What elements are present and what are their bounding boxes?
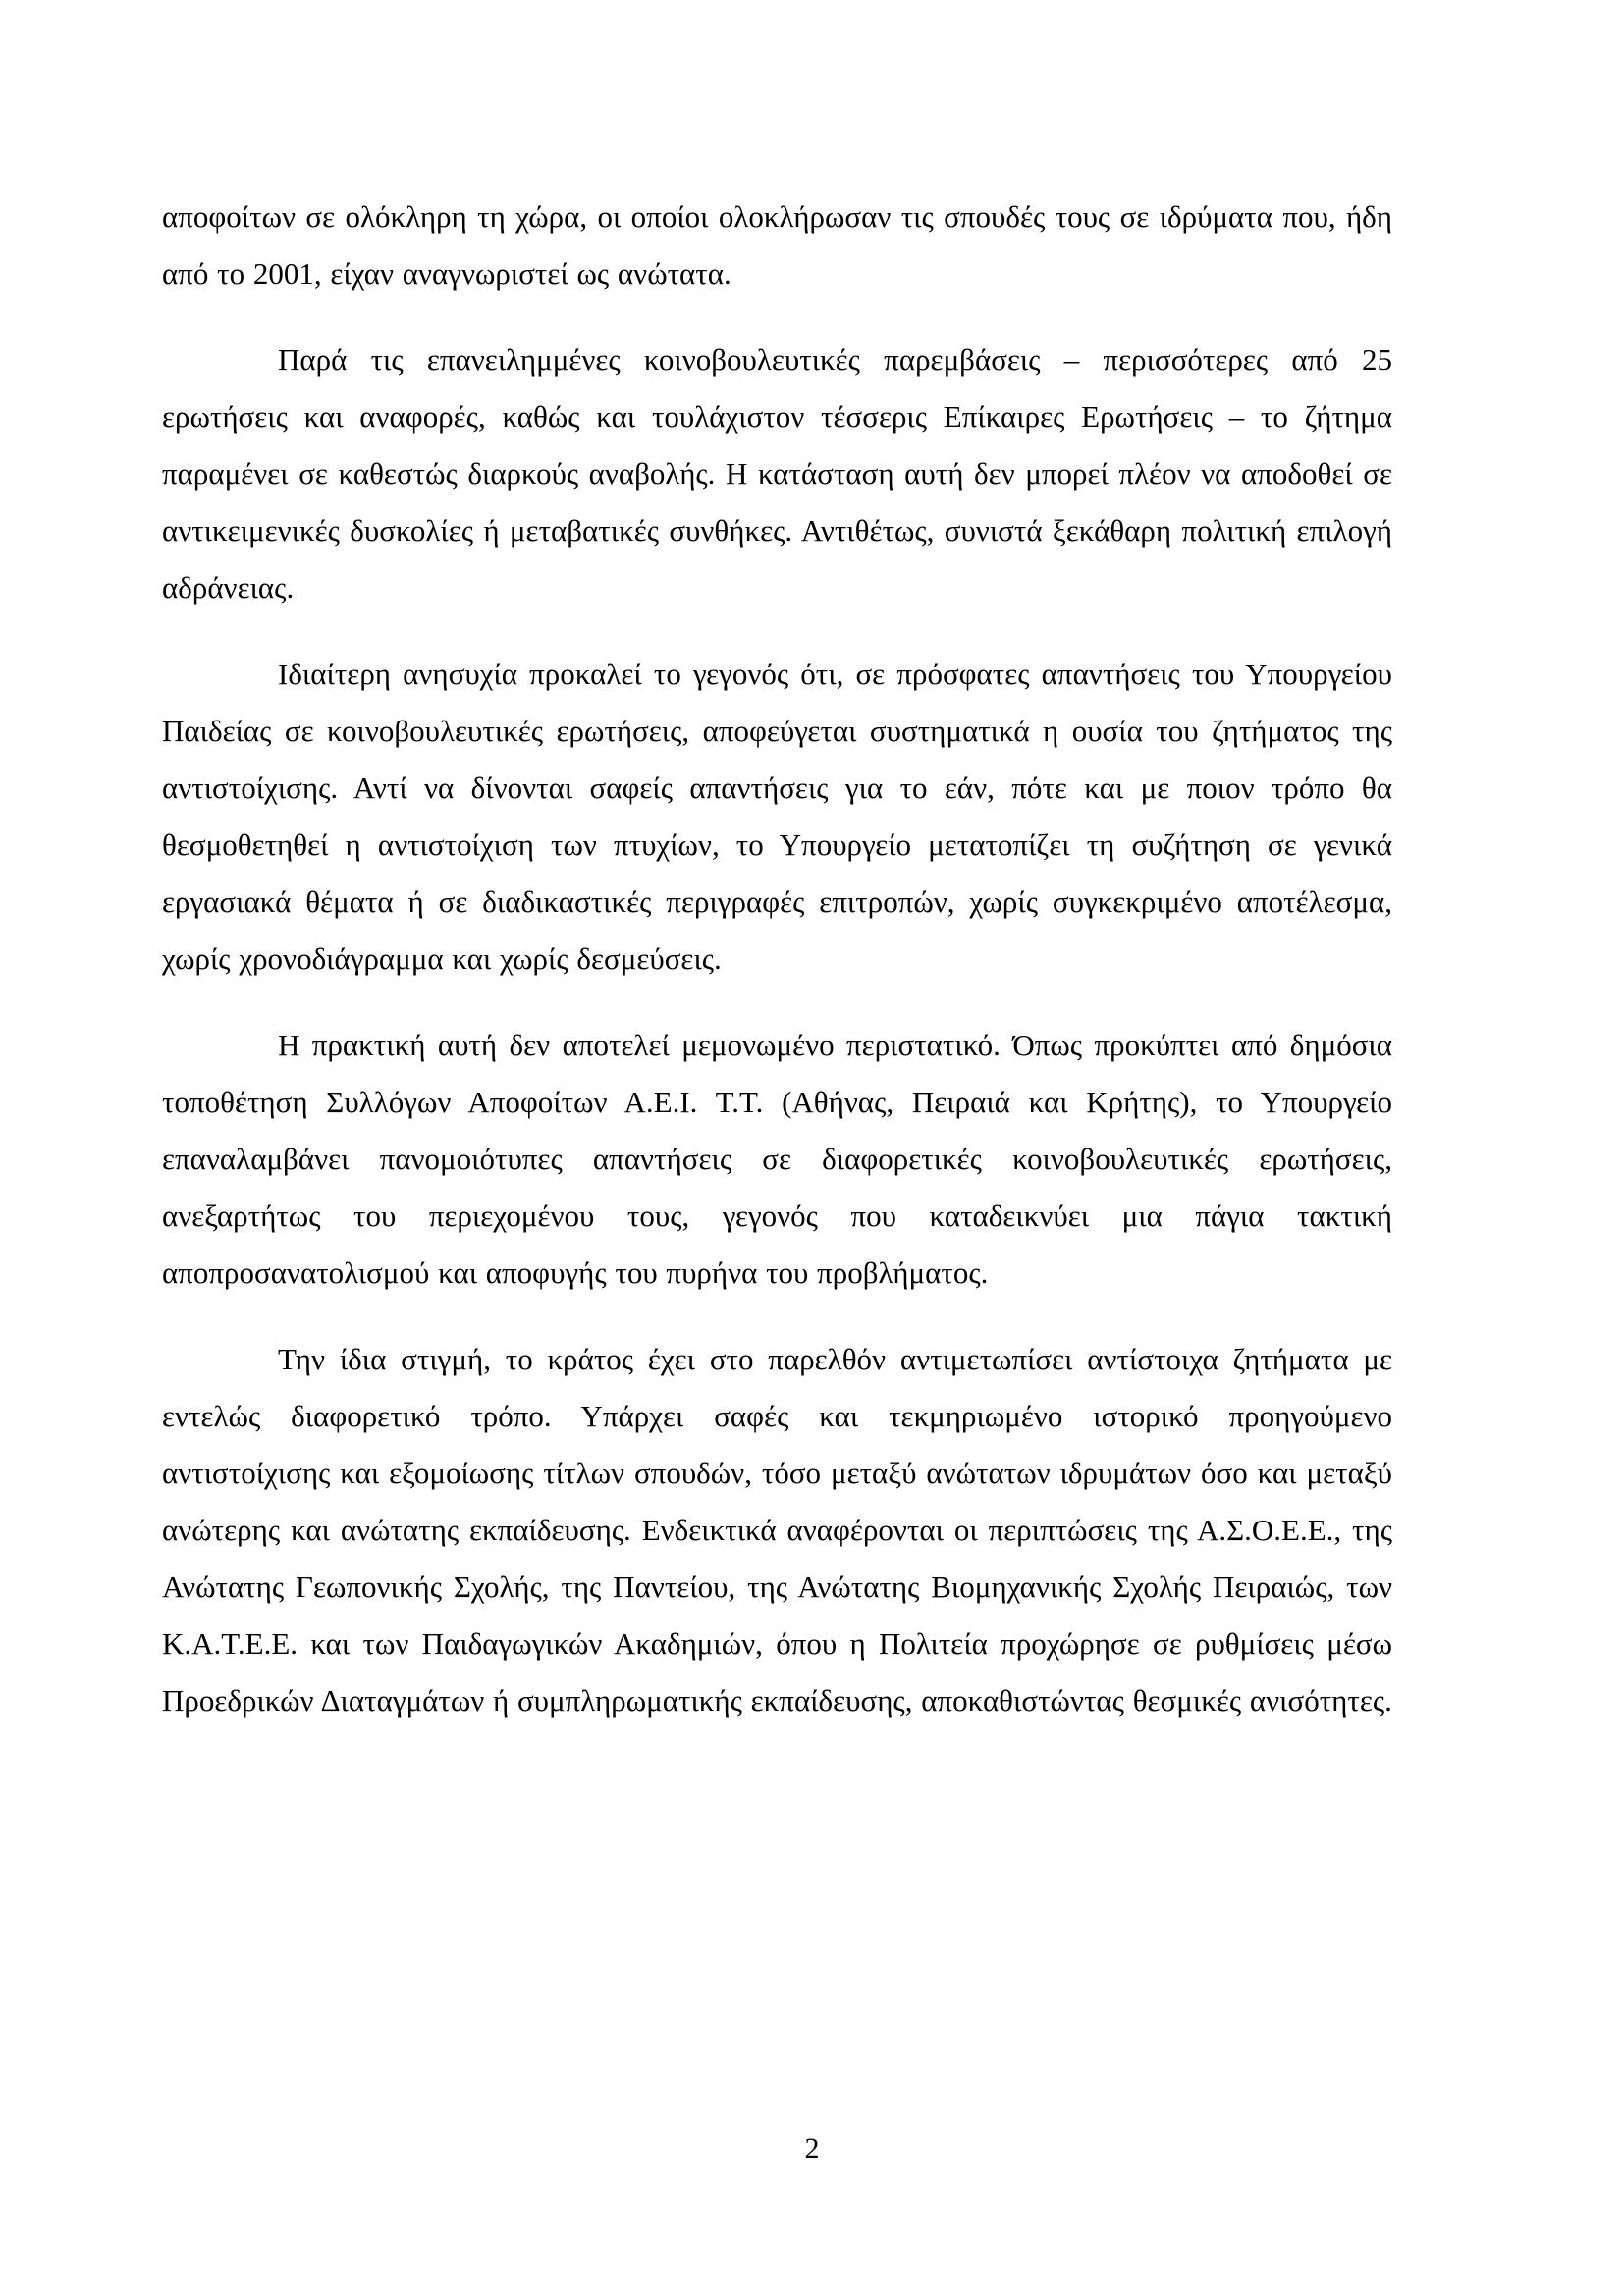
page-number: 2 [804,2132,820,2164]
body-paragraph: Την ίδια στιγμή, το κράτος έχει στο παρελθόν αντιμετωπίσει αντίστοιχα ζητήματα με εντελώς διαφορετικό τρόπο. Υπάρχει σαφές και τεκμηριωμένο ιστορικό προηγούμενο αντιστοίχισης και εξομοίωσης τίτλων σπουδών, τόσο μεταξύ ανώτατων ιδρυμάτων όσο και μεταξύ ανώτερης και ανώτατης εκπαίδευσης. Ενδεικτικά αναφέρονται οι περιπτώσεις της Α.Σ.Ο.Ε.Ε., της Ανώτατης Γεωπονικής Σχολής, της Παντείου, της Ανώτατης Βιομηχανικής Σχολής Πειραιώς, των Κ.Α.Τ.Ε.Ε. και των Παιδαγωγικών Ακαδημιών, όπου η Πολιτεία προχώρησε σε ρυθμίσεις μέσω Προεδρικών Διαταγμάτων ή συμπληρωματικής εκπαίδευσης, αποκαθιστώντας θεσμικές ανισότητες. [162,1342,1392,1718]
body-paragraph: αποφοίτων σε ολόκληρη τη χώρα, οι οποίοι ολοκλήρωσαν τις σπουδές τους σε ιδρύματα που, ήδη από το 2001, είχαν αναγνωριστεί ως ανώτατα. [162,199,1392,291]
body-paragraph: Ιδιαίτερη ανησυχία προκαλεί το γεγονός ότι, σε πρόσφατες απαντήσεις του Υπουργείου Παιδείας σε κοινοβουλευτικές ερωτήσεις, αποφεύγεται συστηματικά η ουσία του ζητήματος της αντιστοίχισης. Αντί να δίνονται σαφείς απαντήσεις για το εάν, πότε και με ποιον τρόπο θα θεσμοθετηθεί η αντιστοίχιση των πτυχίων, το Υπουργείο μετατοπίζει τη συζήτηση σε γενικά εργασιακά θέματα ή σε διαδικαστικές περιγραφές επιτροπών, χωρίς συγκεκριμένο αποτέλεσμα, χωρίς χρονοδιάγραμμα και χωρίς δεσμεύσεις. [162,657,1392,976]
page-footer [0,2131,1624,2166]
document-body-text [162,188,1392,1759]
body-paragraph: Παρά τις επανειλημμένες κοινοβουλευτικές παρεμβάσεις – περισσότερες από 25 ερωτήσεις και αναφορές, καθώς και τουλάχιστον τέσσερις Επίκαιρες Ερωτήσεις – το ζήτημα παραμένει σε καθεστώς διαρκούς αναβολής. Η κατάσταση αυτή δεν μπορεί πλέον να αποδοθεί σε αντικειμενικές δυσκολίες ή μεταβατικές συνθήκες. Αντιθέτως, συνιστά ξεκάθαρη πολιτική επιλογή αδράνειας. [162,343,1392,605]
body-paragraph: Η πρακτική αυτή δεν αποτελεί μεμονωμένο περιστατικό. Όπως προκύπτει από δημόσια τοποθέτηση Συλλόγων Αποφοίτων Α.Ε.Ι. Τ.Τ. (Αθήνας, Πειραιά και Κρήτης), το Υπουργείο επαναλαμβάνει πανομοιότυπες απαντήσεις σε διαφορετικές κοινοβουλευτικές ερωτήσεις, ανεξαρτήτως του περιεχομένου τους, γεγονός που καταδεικνύει μια πάγια τακτική αποπροσανατολισμού και αποφυγής του πυρήνα του προβλήματος. [162,1028,1392,1290]
